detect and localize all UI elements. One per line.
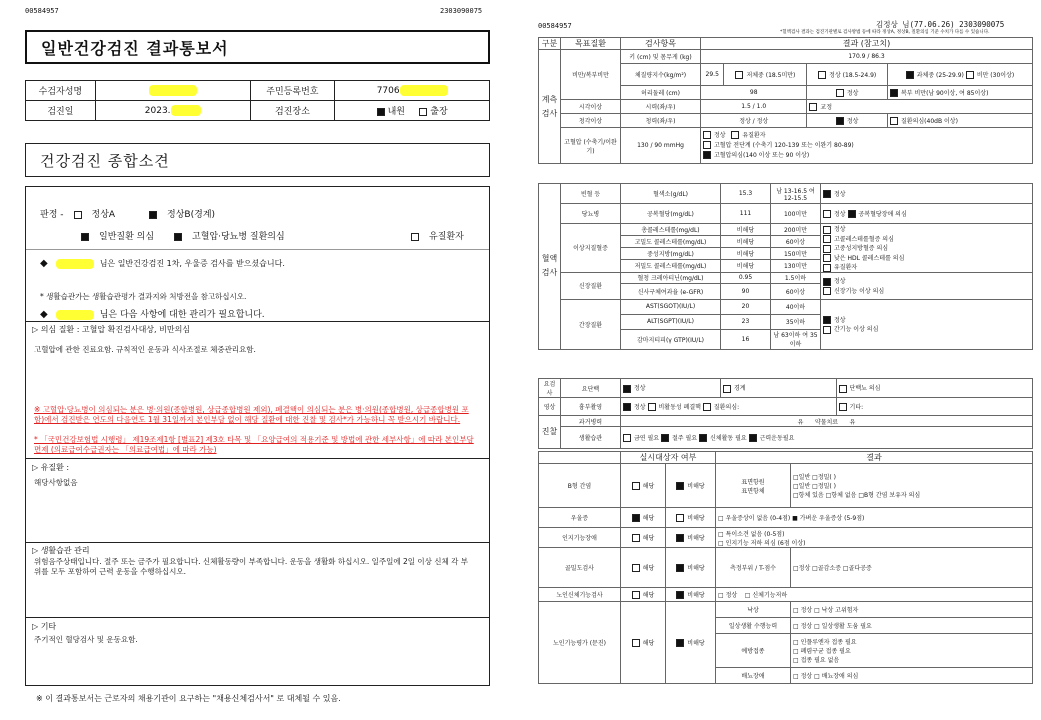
checkbox [809, 103, 817, 111]
history-label: 과거병력 [561, 416, 621, 427]
line1-text: 님은 일반건강검진 1차, 우울증 검사를 받으셨습니다. [99, 259, 285, 268]
checkbox [623, 385, 631, 393]
col-result: 결과 (참고치) [701, 38, 1033, 50]
checkbox [648, 403, 656, 411]
col-item: 검사항목 [621, 38, 701, 50]
checkbox [676, 482, 684, 490]
divider [26, 617, 489, 618]
yes-label: 해당 [642, 591, 655, 599]
checkbox [703, 131, 711, 139]
checkbox [703, 141, 711, 149]
glucose-label: 공복혈당(mg/dL) [621, 204, 721, 224]
ast-label: AST(SGOT)(IU/L) [621, 299, 721, 314]
consult-category: 진찰 [539, 416, 561, 449]
alt-value: 23 [721, 314, 771, 329]
checkbox [632, 534, 640, 542]
verdict-row-3 [411, 229, 484, 242]
checkbox [836, 89, 844, 97]
ast-ref: 40이하 [771, 299, 821, 314]
doc-id-left: 00584957 [25, 7, 59, 15]
glucose-value: 111 [721, 204, 771, 224]
checkbox [749, 434, 757, 442]
date-redacted [171, 105, 201, 116]
protein-label: 요단백 [561, 379, 621, 398]
checkbox [890, 89, 898, 97]
rrn-value: 7706 [376, 86, 400, 96]
bp-suspect: 고혈압의심(140 이상 또는 90 이상) [714, 151, 810, 159]
footer-note: ※ 이 결과통보서는 근로자의 채용기관이 요구하는 "채용신체검사서" 로 대체될 수 있음. [36, 694, 341, 703]
yes-label: 해당 [642, 514, 655, 522]
vision-corrected: 교정 [820, 103, 832, 111]
checkbox [699, 434, 707, 442]
checkbox [966, 71, 974, 79]
yes-label: 해당 [642, 534, 655, 542]
urine-chest-table: 요검사 요단백 정상 경계 단백뇨 의심 영상 흉부촬영 정상 비활동성 폐결핵 질환의심: 기타: 진찰 과거병력 유 약물치료 유 생활습관 금연 필요 절주 필요 신체활동 필요 근력운동필요 [538, 378, 1033, 449]
checkbox [823, 235, 831, 243]
checkbox [823, 210, 831, 218]
normal-a-label: 정상A [91, 210, 116, 220]
checkbox [676, 564, 684, 572]
summary-line-2: * 생활습관가는 생활습관평가 결과지와 처방전을 참고하십시오. [40, 292, 247, 301]
kidney-target: 신장질환 [561, 272, 621, 299]
hearing-normal: 정상 [846, 117, 859, 125]
checkbox [818, 71, 826, 79]
blood-category: 혈액검사 [539, 184, 561, 350]
checkbox-existing [411, 233, 419, 241]
name-redacted [149, 85, 197, 96]
checkbox [676, 534, 684, 542]
fall-label: 낙상 [716, 602, 791, 618]
summary-line-3: ◆ 님은 다음 사항에 대한 관리가 필요합니다. [40, 309, 265, 320]
checkbox [839, 385, 847, 393]
existing-disease-head: ▷ 유질환 : [32, 463, 70, 472]
blood-test-table: 혈액검사 빈혈 등 혈색소(g/dL) 15.3 남 13-16.5 여 12-15.5 정상 당뇨병 공복혈당(mg/dL) 111 100미만 정상 공복혈당장애 의심 이상지질혈증 총콜레스테롤(mg/dL) 비해당 200미만 정상 고콜레스테롤혈증 의심 고중성지방혈증 의심 낮은 HDL 콜레스테롤 의심 유질환자 고밀도 콜레스테롤(mg/dL) 비해당 60이상 중성지방(mg/dL) 비해당 150미만 저밀도 콜레스테롤(mg/dL) 비해당 130미만 신장질환 혈청 크레아티닌(mg/dL) 0.95 1.5이하 정상 신장기능 이상 의심 신사구체여과율 (e-GFR) 90 60이상 간장질환 AST(SGOT)(IU/L) 20 40이하 정상 간기능 이상 의심 ALT(SGPT)(IU/L) 23 35이하 감마지티피(γ GTP)(IU/L) 16 남 63이하 여 35이하 [538, 183, 1033, 350]
rrn-label: 주민등록번호 [250, 81, 335, 101]
bp-normal: 정상 [714, 131, 726, 139]
checkbox [823, 245, 831, 253]
summary-box [25, 186, 490, 686]
waist-label: 허리둘레 (cm) [621, 86, 701, 100]
checkbox [632, 564, 640, 572]
hdl-label: 고밀도 콜레스테롤(mg/dL) [621, 236, 721, 248]
col-category: 구분 [539, 38, 561, 50]
col-target: 목표질환 [561, 38, 621, 50]
vision-value: 1.5 / 1.0 [701, 100, 807, 114]
place-out-label: 출장 [430, 107, 448, 117]
hearing-value: 정상 / 정상 [701, 114, 807, 128]
checkbox [823, 254, 831, 262]
urine-category: 요검사 [539, 379, 561, 398]
waist-normal: 정상 [846, 89, 859, 97]
creatinine-ref: 1.5이하 [771, 272, 821, 283]
checkbox [906, 71, 914, 79]
result-notice-page [0, 0, 520, 720]
etc-text: 주기적인 혈당검사 및 운동요함. [34, 635, 138, 644]
blood-note: *혈액검사 결과는 검진기관별로 검사방법 등에 따라 정상A, 정상B, 질환의심 기준 수치가 다를 수 있습니다. [780, 30, 990, 35]
checkbox [823, 287, 831, 295]
hearing-abnormal: 질환의심(40dB 이상) [900, 117, 958, 125]
bp-pre: 고혈압 전단계 (수축기 120-139 또는 이완기 80-89) [714, 141, 854, 149]
hearing-target: 청각이상 [561, 114, 621, 128]
hb-ref: 남 13-16.5 여 12-15.5 [771, 184, 821, 204]
result-col: 결과 [716, 452, 1033, 464]
bmi-value: 29.5 [701, 64, 724, 86]
bmi-label: 체질량지수(kg/m²) [621, 64, 701, 86]
tc-label: 총콜레스테롤(mg/dL) [621, 224, 721, 236]
checkbox [632, 591, 640, 599]
normal-b-label: 정상B(경계) [167, 210, 216, 220]
line3-text: 님은 다음 사항에 대한 관리가 필요합니다. [99, 310, 265, 320]
hearing-label: 청력(좌/우) [621, 114, 701, 128]
checkbox [839, 403, 847, 411]
place-label: 검진장소 [250, 101, 335, 121]
checkbox [676, 639, 684, 647]
tg-label: 중성지방(mg/dL) [621, 248, 721, 260]
red-notice-2: * 「국민건강보험법 시행령」 제19조제1항 [별표2] 제3호 타목 및 「요양급여의 적용기준 및 방법에 관한 세부사항」에 따라 본인부담 면제 (의료급여수급권자는 「의료급여법」에 따라 가능) [34, 435, 474, 454]
tg-value: 비해당 [721, 248, 771, 260]
measurement-category: 계측검사 [539, 50, 561, 164]
checkbox [632, 514, 640, 522]
bmi-obese: 비만 (30이상) [976, 71, 1015, 79]
dm-target: 당뇨병 [561, 204, 621, 224]
name-label: 수검자성명 [26, 81, 96, 101]
checkbox [823, 264, 831, 272]
doc-id-left: 00584957 [538, 22, 572, 30]
hb-value: 15.3 [721, 184, 771, 204]
checkbox [823, 226, 831, 234]
name-redacted [56, 310, 94, 320]
checkbox-normal-b [149, 211, 157, 219]
cognitive-label: 인지기능장애 [539, 528, 621, 548]
checkbox [632, 482, 640, 490]
creatinine-label: 혈청 크레아티닌(mg/dL) [621, 272, 721, 283]
bp-dm-label: 고혈압·당뇨병 질환의심 [192, 232, 285, 242]
date-label: 검진일 [26, 101, 96, 121]
liver-target: 간장질환 [561, 299, 621, 349]
hepb-label: B형 간염 [539, 464, 621, 508]
no-label: 비해당 [687, 639, 705, 647]
gfr-label: 신사구체여과율 (e-GFR) [621, 283, 721, 299]
summary-line-1: ◆ 님은 일반건강검진 1차, 우울증 검사를 받으셨습니다. [40, 258, 285, 269]
ggt-value: 16 [721, 329, 771, 349]
hb-label: 혈색소(g/dL) [621, 184, 721, 204]
ldl-label: 저밀도 콜레스테롤(mg/dL) [621, 260, 721, 272]
divider [26, 249, 489, 250]
result-detail-page [520, 0, 1041, 720]
no-label: 비해당 [687, 514, 705, 522]
no-label: 비해당 [687, 482, 705, 490]
ast-value: 20 [721, 299, 771, 314]
chest-label: 흉부촬영 [561, 398, 621, 416]
vision-label: 시력(좌/우) [621, 100, 701, 114]
bmi-low: 저체중 (18.5미만) [746, 71, 796, 79]
examinee-info-table [25, 80, 490, 121]
ggt-ref: 남 63이하 여 35이하 [771, 329, 821, 349]
anemia-target: 빈혈 등 [561, 184, 621, 204]
elder-function-label: 노인기능평가 (문진) [539, 602, 621, 684]
depression-label: 우울증 [539, 508, 621, 528]
ldl-ref: 130미만 [771, 260, 821, 272]
height-label: 키 (cm) 및 몸무게 (kg) [621, 50, 701, 64]
vision-target: 시각이상 [561, 100, 621, 114]
habit-label: 생활습관 [561, 427, 621, 449]
summary-title: 건강검진 종합소견 [25, 143, 490, 177]
alt-ref: 35이하 [771, 314, 821, 329]
page-title: 일반건강검진 결과통보서 [25, 30, 490, 64]
checkbox [836, 117, 844, 125]
checkbox [632, 639, 640, 647]
checkbox [848, 210, 856, 218]
hdl-value: 비해당 [721, 236, 771, 248]
bp-target: 고혈압 (수축기/이완기) [561, 128, 621, 164]
checkbox-general [81, 233, 89, 241]
verdict-row-1 [40, 207, 235, 220]
existing-label: 유질환자 [429, 232, 464, 242]
rrn-redacted [400, 85, 448, 96]
adl-label: 일상생활 수행능력 [716, 618, 791, 634]
checkbox [703, 151, 711, 159]
alt-label: ALT(SGPT)(IU/L) [621, 314, 721, 329]
divider [26, 321, 489, 322]
creatinine-value: 0.95 [721, 272, 771, 283]
bmi-over: 과체중 (25-29.9) [916, 71, 964, 79]
vaccination-label: 예방접종 [716, 634, 791, 668]
name-redacted [56, 259, 94, 269]
checkbox-in [377, 108, 385, 116]
checkbox [661, 434, 669, 442]
target-col: 실시대상자 여부 [621, 452, 716, 464]
obesity-target: 비만/복부비만 [561, 50, 621, 100]
checkbox [823, 190, 831, 198]
red-notice-1: ※ 고혈압·당뇨병이 의심되는 분은 병·의원(종합병원, 상급종합병원 제외), 폐결핵이 의심되는 분은 병·의원(종합병원, 상급종합병원 포함)에서 검진받은 연도의 다음연도 1월 31일까지 본인부담 없이 해당 질환에 대한 진찰 및 검사*가 가능하니 꼭 받으시기 바랍니다. [34, 405, 469, 424]
doc-id-right: 김정상 님(77.06.26) 2303090075 [876, 20, 1005, 29]
verdict-label: 판정 - [40, 210, 64, 220]
ldl-value: 비해당 [721, 260, 771, 272]
date-value: 2023. [144, 106, 171, 116]
measurement-table [538, 37, 1033, 164]
tc-value: 비해당 [721, 224, 771, 236]
bmi-normal: 정상 (18.5-24.9) [829, 71, 877, 79]
gfr-value: 90 [721, 283, 771, 299]
gfr-ref: 60이상 [771, 283, 821, 299]
checkbox [723, 385, 731, 393]
bone-label: 골밀도검사 [539, 548, 621, 588]
checkbox [823, 326, 831, 334]
no-label: 비해당 [687, 591, 705, 599]
checkbox [823, 316, 831, 324]
waist-value: 98 [701, 86, 807, 100]
checkbox [703, 403, 711, 411]
place-in-label: 내원 [387, 107, 405, 117]
glucose-ref: 100미만 [771, 204, 821, 224]
lifestyle-text: 위험음주상태입니다. 절주 또는 금주가 필요합니다. 신체활동량이 부족합니다. 운동을 생활화 하십시오. 일주일에 2일 이상 신체 각 부위를 모두 포함하여 근력 운동을 수행하십시오. [34, 557, 469, 576]
no-label: 비해당 [687, 564, 705, 572]
checkbox [890, 117, 898, 125]
checkbox [623, 434, 631, 442]
yes-label: 해당 [642, 639, 655, 647]
lipid-target: 이상지질혈증 [561, 224, 621, 273]
yes-label: 해당 [642, 564, 655, 572]
lifestyle-head: ▷ 생활습관 관리 [32, 546, 90, 555]
yes-label: 해당 [642, 482, 655, 490]
elder-physical-label: 노인신체기능검사 [539, 588, 621, 602]
checkbox [676, 514, 684, 522]
suspected-disease-text: 고혈압에 관한 진료요함. 규칙적인 운동과 식사조절로 체중관리요함. [34, 345, 256, 354]
waist-abnormal: 복부 비만(남 90이상, 여 85이상) [900, 89, 989, 97]
checkbox [731, 131, 739, 139]
no-label: 비해당 [687, 534, 705, 542]
suspected-disease-head: ▷ 의심 질환 : 고혈압 확진검사대상, 비만의심 [32, 325, 191, 334]
ggt-label: 감마지티피(γ GTP)(IU/L) [621, 329, 721, 349]
verdict-row-2 [81, 229, 305, 242]
hdl-ref: 60이상 [771, 236, 821, 248]
checkbox [823, 278, 831, 286]
bp-value: 130 / 90 mmHg [621, 128, 701, 164]
doc-id-right: 2303090075 [440, 7, 483, 15]
checkbox-bp-dm [174, 233, 182, 241]
checkbox-out [419, 108, 427, 116]
existing-disease-text: 해당사항없음 [34, 478, 78, 487]
additional-exam-table: 실시대상자 여부 결과 B형 간염 해당 비해당 표면항원 표면항체 □일반 □정밀( ) □일반 □정밀( ) □항체 있음 □항체 없음 □B형 간염 보유자 의심 우울증 해당 비해당 □ 우울증상이 없음 (0-4점) ■ 가벼운 우울증상 (5-9점) 인지기능장애 해당 비해당 □ 특이소견 없음 (0-5점) □ 인지기능 저하 의심 (6점 이상) 골밀도검사 해당 비해당 측정부위 / T-점수 □정상 □골감소증 □골다공증 노인신체기능검사 해당 비해당 □ 정상 □ 신체기능저하 노인기능평가 (문진) 해당 비해당 낙상 □ 정상 □ 낙상 고위험자 일상생활 수행능력 □ 정상 □ 일상생활 도움 필요 예방접종 □ 인플루엔자 접종 필요 □ 폐렴구균 접종 필요 □ 접종 필요 없음 배뇨장애 □ 정상 □ 배뇨장애 의심 [538, 451, 1033, 684]
incontinence-label: 배뇨장애 [716, 668, 791, 684]
tg-ref: 150미만 [771, 248, 821, 260]
height-value: 170.9 / 86.3 [701, 50, 1033, 64]
checkbox-normal-a [74, 211, 82, 219]
checkbox [623, 403, 631, 411]
tc-ref: 200미만 [771, 224, 821, 236]
bp-existing: 유질환자 [742, 131, 766, 139]
etc-head: ▷ 기타 [32, 622, 57, 631]
checkbox [735, 71, 743, 79]
divider [26, 458, 489, 459]
checkbox [676, 591, 684, 599]
general-label: 일반질환 의심 [99, 232, 155, 242]
divider [26, 542, 489, 543]
